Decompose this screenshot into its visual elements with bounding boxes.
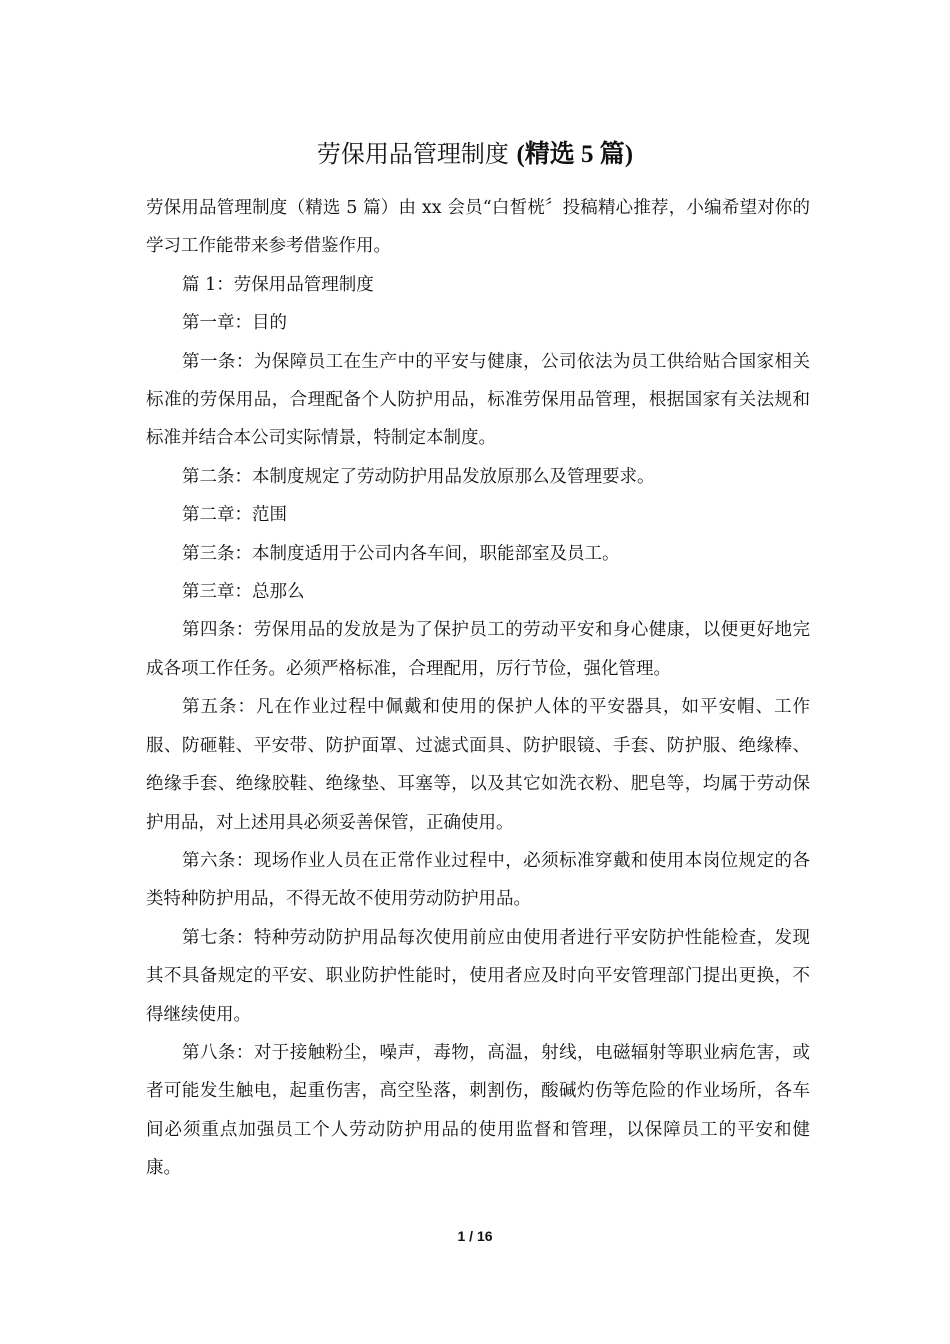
article-paragraph: 第六条：现场作业人员在正常作业过程中，必须标准穿戴和使用本岗位规定的各类特种防护用品，不得无故不使用劳动防护用品。 xyxy=(146,850,810,910)
intro-paragraph: 劳保用品管理制度（精选 5 篇）由 xx 会员“白皙桄〞投稿精心推荐，小编希望对你的学习工作能带来参考借鉴作用。 xyxy=(146,198,810,257)
article-paragraph: 第三条：本制度适用于公司内各车间，职能部室及员工。 xyxy=(182,543,620,564)
chapter-heading: 第一章：目的 xyxy=(182,313,287,334)
page-number: 1 / 16 xyxy=(457,1228,493,1244)
article-paragraph: 第一条：为保障员工在生产中的平安与健康，公司依法为员工供给贴合国家相关标准的劳保用品，合理配备个人防护用品，标准劳保用品管理，根据国家有关法规和标准并结合本公司实际情景，特制定本制度。 xyxy=(146,351,810,449)
title-suffix: (精选 5 篇) xyxy=(516,141,634,168)
chapter-heading: 第三章：总那么 xyxy=(182,582,305,603)
title-text: 劳保用品管理制度 xyxy=(316,140,509,168)
article-paragraph: 第七条：特种劳动防护用品每次使用前应由使用者进行平安防护性能检查，发现其不具备规定的平安、职业防护性能时，使用者应及时向平安管理部门提出更换，不得继续使用。 xyxy=(146,927,810,1025)
article-paragraph: 第二条：本制度规定了劳动防护用品发放原那么及管理要求。 xyxy=(182,466,655,487)
document-body xyxy=(146,189,810,1188)
section-heading: 篇 1：劳保用品管理制度 xyxy=(182,274,374,295)
article-paragraph: 第五条：凡在作业过程中佩戴和使用的保护人体的平安器具，如平安帽、工作服、防砸鞋、平安带、防护面罩、过滤式面具、防护眼镜、手套、防护服、绝缘棒、绝缘手套、绝缘胶鞋、绝缘垫、耳塞等，以及其它如洗衣粉、肥皂等，均属于劳动保护用品，对上述用具必须妥善保管，正确使用。 xyxy=(146,697,810,833)
chapter-heading: 第二章：范围 xyxy=(182,505,287,526)
document-title xyxy=(0,136,950,173)
article-paragraph: 第八条：对于接触粉尘，噪声，毒物，高温，射线，电磁辐射等职业病危害，或者可能发生触电，起重伤害，高空坠落，刺割伤，酸碱灼伤等危险的作业场所，各车间必须重点加强员工个人劳动防护用品的使用监督和管理，以保障员工的平安和健康。 xyxy=(146,1042,810,1179)
article-paragraph: 第四条：劳保用品的发放是为了保护员工的劳动平安和身心健康，以便更好地完成各项工作任务。必须严格标准，合理配用，厉行节俭，强化管理。 xyxy=(146,620,810,679)
